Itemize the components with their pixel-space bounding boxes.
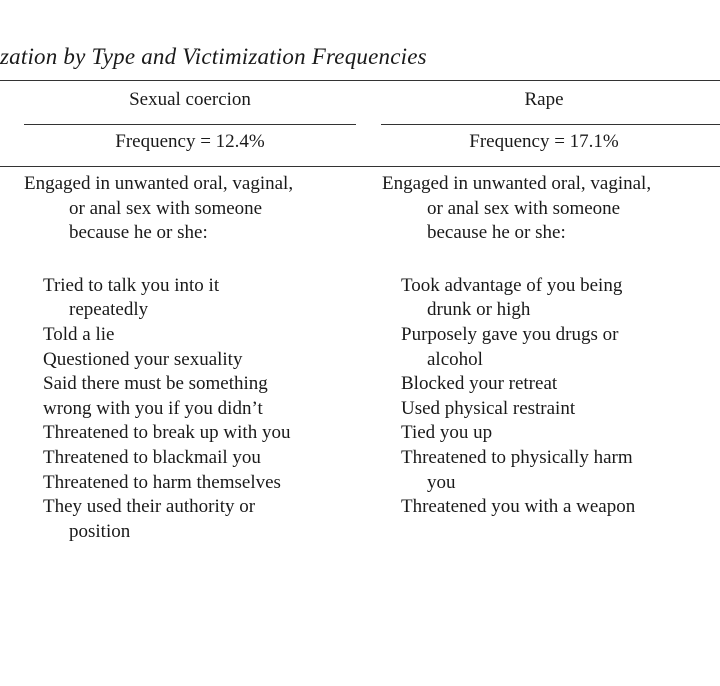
list-item: [43, 495, 364, 544]
lead-line: Engaged in unwanted oral, vaginal,: [382, 173, 652, 194]
list-item: [43, 471, 364, 496]
item-line: position: [69, 520, 131, 542]
item-line: Said there must be something: [43, 373, 268, 395]
list-item: [401, 397, 712, 422]
lead-line: or anal sex with someone: [427, 197, 621, 219]
header-bottom-rule: [0, 166, 720, 167]
column-lead-text: [382, 172, 712, 246]
list-item: [43, 421, 364, 446]
column-lead-text: [24, 172, 364, 246]
lead-line: because he or she:: [69, 222, 208, 244]
item-line: Tied you up: [401, 422, 493, 444]
item-line: Threatened to physically harm: [401, 446, 633, 468]
column-body-rape: [382, 172, 712, 520]
frequency-rape: Frequency = 17.1%: [469, 131, 619, 152]
column-2-header-rule: [381, 124, 720, 125]
frequency-sexual-coercion: Frequency = 12.4%: [115, 131, 265, 152]
list-item: [43, 446, 364, 471]
list-item: [401, 372, 712, 397]
list-item: [401, 274, 712, 323]
item-line: Threatened you with a weapon: [401, 496, 636, 518]
item-line: Threatened to break up with you: [43, 422, 291, 444]
item-line: Threatened to blackmail you: [43, 446, 261, 468]
list-item: [43, 323, 364, 348]
tactic-list: [24, 274, 364, 545]
list-item: [43, 274, 364, 323]
item-line: alcohol: [427, 348, 483, 370]
list-item: [43, 348, 364, 373]
item-line: drunk or high: [427, 299, 531, 321]
item-line: wrong with you if you didn’t: [43, 397, 263, 419]
item-line: you: [427, 471, 456, 493]
item-line: Blocked your retreat: [401, 373, 558, 395]
list-item: [43, 397, 364, 422]
column-header-sexual-coercion: Sexual coercion: [129, 89, 251, 110]
lead-line: or anal sex with someone: [69, 197, 263, 219]
item-line: Questioned your sexuality: [43, 348, 243, 370]
list-item: [401, 323, 712, 372]
column-body-sexual-coercion: [24, 172, 364, 544]
table-top-rule: [0, 80, 720, 81]
item-line: Tried to talk you into it: [43, 274, 220, 296]
column-header-rape: Rape: [524, 89, 564, 110]
item-line: Purposely gave you drugs or: [401, 323, 619, 345]
lead-line: Engaged in unwanted oral, vaginal,: [24, 173, 294, 194]
item-line: repeatedly: [69, 299, 149, 321]
item-line: They used their authority or: [43, 496, 256, 518]
list-item: [43, 372, 364, 397]
item-line: Used physical restraint: [401, 397, 576, 419]
table-title: zation by Type and Victimization Frequencies: [0, 44, 427, 69]
list-item: [401, 446, 712, 495]
tactic-list: [382, 274, 712, 520]
list-item: [401, 495, 712, 520]
lead-line: because he or she:: [427, 222, 566, 244]
column-1-header-rule: [24, 124, 356, 125]
item-line: Threatened to harm themselves: [43, 471, 281, 493]
list-item: [401, 421, 712, 446]
item-line: Took advantage of you being: [401, 274, 623, 296]
item-line: Told a lie: [43, 323, 115, 345]
